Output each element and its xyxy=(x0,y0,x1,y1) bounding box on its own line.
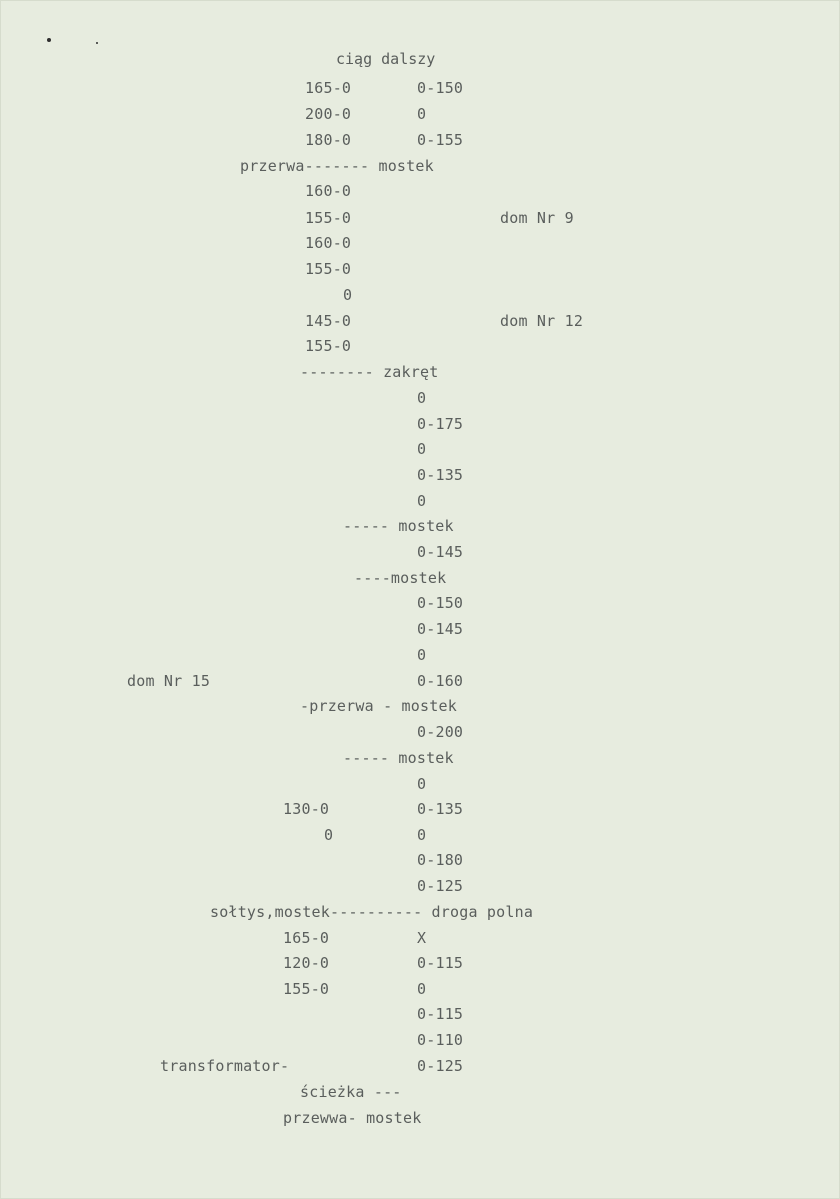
typed-text: 0 xyxy=(417,980,427,998)
typed-text: 0-125 xyxy=(417,1057,464,1075)
typed-line xyxy=(0,208,840,233)
typed-text: 0-180 xyxy=(417,851,464,869)
typed-line xyxy=(0,156,840,181)
typed-line xyxy=(0,850,840,875)
typed-text: 160-0 xyxy=(305,234,352,252)
typed-text: ----mostek xyxy=(354,569,447,587)
typed-line xyxy=(0,953,840,978)
typed-text: przerwa------- mostek xyxy=(240,157,434,175)
typed-text: 200-0 xyxy=(305,105,352,123)
typed-text: 155-0 xyxy=(305,337,352,355)
typed-line xyxy=(0,825,840,850)
typed-text: 130-0 xyxy=(283,800,330,818)
typed-line xyxy=(0,336,840,361)
typed-line xyxy=(0,439,840,464)
typed-line xyxy=(0,388,840,413)
typed-text: ścieżka --- xyxy=(300,1083,402,1101)
typed-text: 0-155 xyxy=(417,131,464,149)
typed-text: 0 xyxy=(417,492,427,510)
typed-line xyxy=(0,465,840,490)
typed-text: -przerwa - mostek xyxy=(300,697,457,715)
typed-text: 145-0 xyxy=(305,312,352,330)
typed-line xyxy=(0,1108,840,1133)
typed-text: 0 xyxy=(417,440,427,458)
page-title: ciąg dalszy xyxy=(336,50,436,68)
typed-text: przewwa- mostek xyxy=(283,1109,422,1127)
typed-line xyxy=(0,902,840,927)
typed-text: 0 xyxy=(417,826,427,844)
typed-line xyxy=(0,130,840,155)
typed-text: 0-200 xyxy=(417,723,464,741)
typed-line xyxy=(0,568,840,593)
typed-text: 155-0 xyxy=(305,209,352,227)
typed-line xyxy=(0,516,840,541)
typed-line xyxy=(0,799,840,824)
typed-text: 155-0 xyxy=(283,980,330,998)
typed-text: 0 xyxy=(417,105,427,123)
typed-text: dom Nr 12 xyxy=(500,312,584,330)
typed-text: 0-115 xyxy=(417,954,464,972)
typed-line xyxy=(0,1082,840,1107)
typed-line xyxy=(0,696,840,721)
typed-line xyxy=(0,362,840,387)
typed-text: 0-160 xyxy=(417,672,464,690)
typed-text: X xyxy=(417,929,427,947)
typed-line xyxy=(0,181,840,206)
typed-text: dom Nr 9 xyxy=(500,209,574,227)
typed-line xyxy=(0,78,840,103)
typed-text: 0-125 xyxy=(417,877,464,895)
typed-text: dom Nr 15 xyxy=(127,672,211,690)
typed-text: 0-145 xyxy=(417,543,464,561)
typed-text: 0 xyxy=(324,826,334,844)
typed-text: 0-175 xyxy=(417,415,464,433)
typed-line xyxy=(0,233,840,258)
typed-text: transformator- xyxy=(160,1057,290,1075)
typed-line xyxy=(0,311,840,336)
typed-text: 0-135 xyxy=(417,800,464,818)
ink-speck-2 xyxy=(96,42,98,44)
typed-text: ----- mostek xyxy=(343,517,454,535)
typed-line xyxy=(0,104,840,129)
typed-text: 0 xyxy=(417,775,427,793)
typed-line xyxy=(0,979,840,1004)
typed-text: 165-0 xyxy=(305,79,352,97)
typed-line xyxy=(0,645,840,670)
typed-line xyxy=(0,722,840,747)
typed-text: 0-135 xyxy=(417,466,464,484)
typed-text: 180-0 xyxy=(305,131,352,149)
typed-text: ----- mostek xyxy=(343,749,454,767)
typed-line xyxy=(0,285,840,310)
typed-line xyxy=(0,1004,840,1029)
typed-text: 0 xyxy=(417,389,427,407)
typed-line xyxy=(0,414,840,439)
typed-text: -------- zakręt xyxy=(300,363,439,381)
typed-line xyxy=(0,619,840,644)
typed-line xyxy=(0,542,840,567)
typed-line xyxy=(0,491,840,516)
typed-text: 0-145 xyxy=(417,620,464,638)
typed-text: 0-150 xyxy=(417,79,464,97)
typed-line xyxy=(0,928,840,953)
typed-text: 0-110 xyxy=(417,1031,464,1049)
typed-text: 0 xyxy=(343,286,353,304)
ink-speck-1 xyxy=(47,38,51,42)
typed-text: 0-150 xyxy=(417,594,464,612)
typed-line xyxy=(0,259,840,284)
typed-line xyxy=(0,748,840,773)
typed-text: 120-0 xyxy=(283,954,330,972)
typed-text: 155-0 xyxy=(305,260,352,278)
typed-text: 160-0 xyxy=(305,182,352,200)
typed-line xyxy=(0,876,840,901)
typed-line xyxy=(0,671,840,696)
typed-line xyxy=(0,593,840,618)
typed-line xyxy=(0,774,840,799)
typed-text: sołtys,mostek---------- droga polna xyxy=(210,903,534,921)
typed-text: 165-0 xyxy=(283,929,330,947)
typed-line xyxy=(0,1056,840,1081)
typed-text: 0 xyxy=(417,646,427,664)
typed-line xyxy=(0,1030,840,1055)
typed-text: 0-115 xyxy=(417,1005,464,1023)
